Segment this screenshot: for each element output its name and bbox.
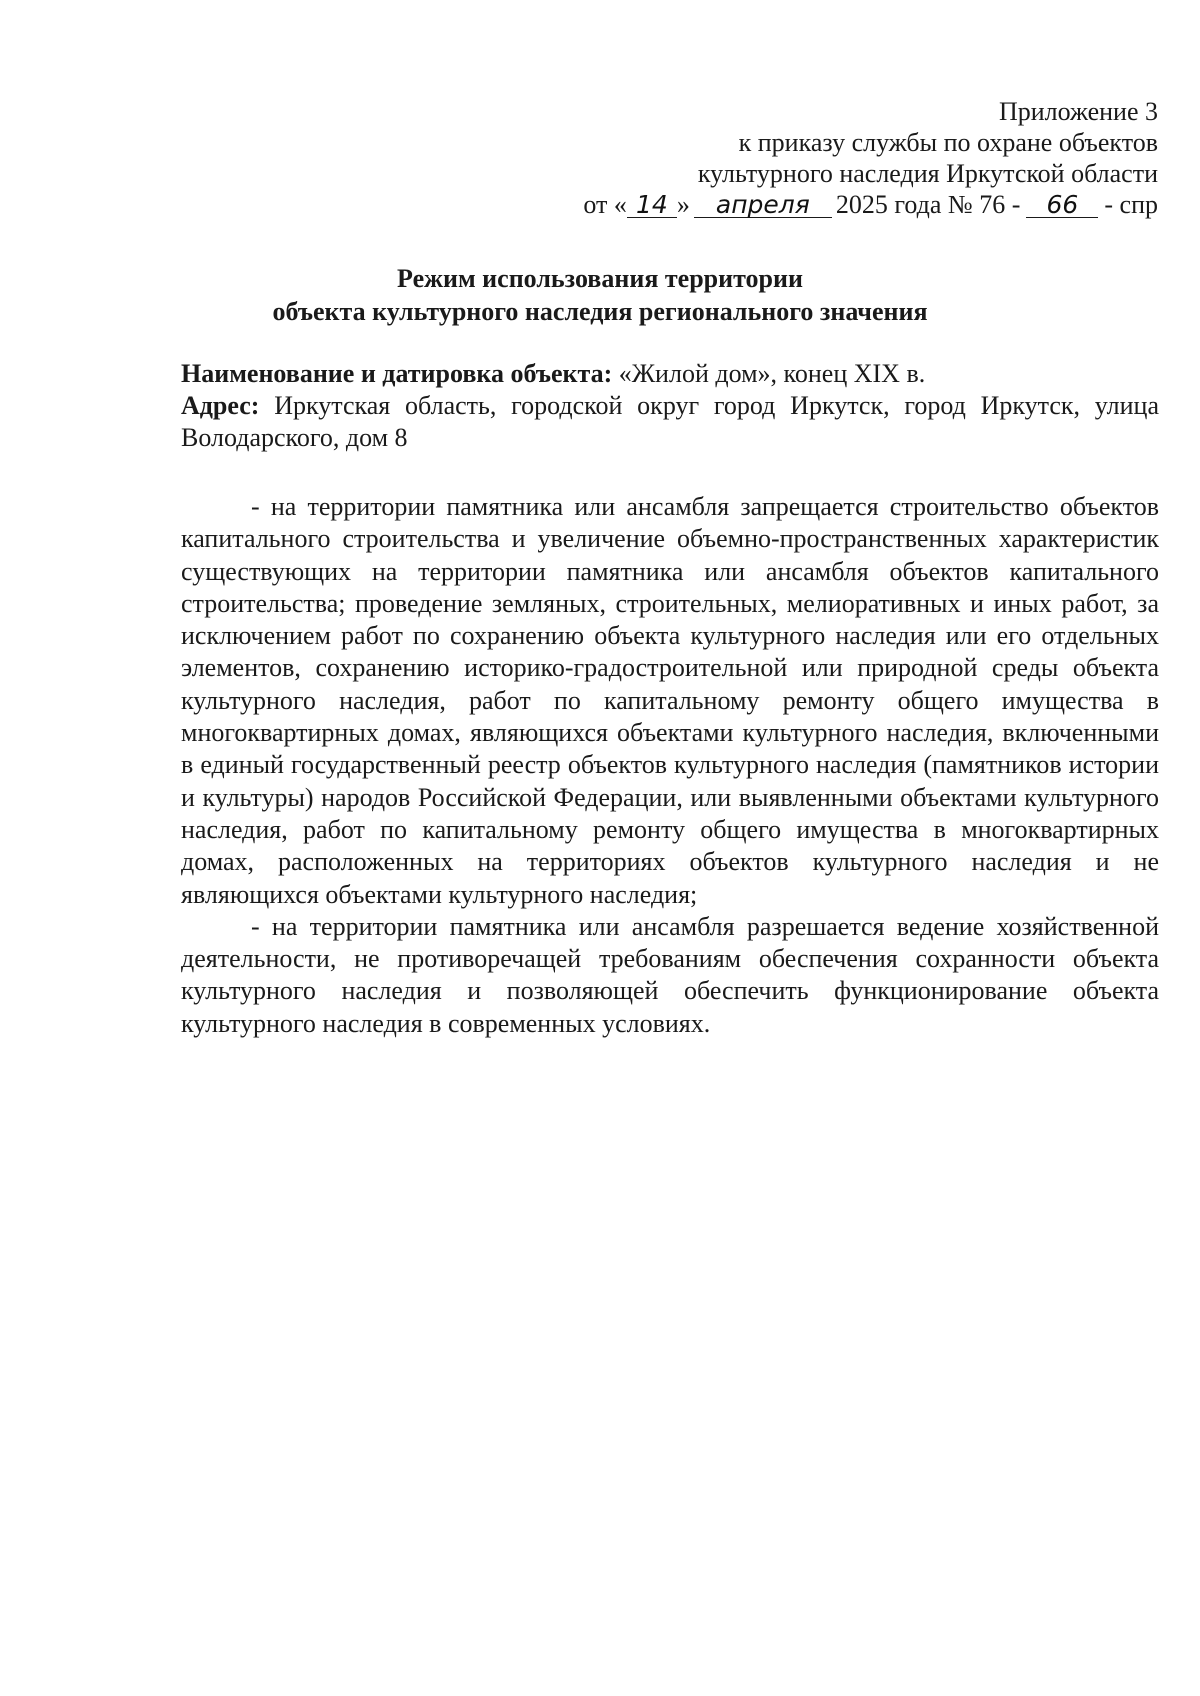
date-close-quote: » [676,190,690,219]
appendix-date-line [458,189,1158,220]
title-line-2: объекта культурного наследия регионального значения [272,297,928,326]
year-and-order-prefix: 2025 года № 76 - [835,190,1021,219]
appendix-number: Приложение 3 [998,97,1158,126]
appendix-header [458,96,1158,220]
date-prefix: от « [583,190,627,219]
object-address-value: Иркутская область, городской округ город Иркутск, город Иркутск, улица Володарского, дом 8 [181,391,1159,452]
permission-paragraph: - на территории памятника или ансамбля разрешается ведение хозяйственной деятельности, не противоречащей требованиям обеспечения сохранности объекта культурного наследия и позволяющей обеспечить функционирование объекта культурного наследия в современных условиях. [181,911,1159,1038]
object-name-row [181,358,1159,390]
object-address-label: Адрес: [181,391,260,420]
handwritten-day: 14 [627,193,677,218]
handwritten-order-number: 66 [1026,193,1098,218]
handwritten-month: апреля [694,193,832,218]
order-suffix: - спр [1104,190,1158,219]
object-name-label: Наименование и датировка объекта: [181,359,613,388]
title-line-1: Режим использования территории [397,264,803,293]
document-title [0,262,1200,328]
appendix-agency: культурного наследия Иркутской области [697,159,1158,188]
appendix-order-ref: к приказу службы по охране объектов [738,128,1158,157]
object-address-row [181,390,1159,454]
regime-text [181,491,1159,1040]
object-name-value: «Жилой дом», конец XIX в. [618,359,926,388]
object-info [181,358,1159,454]
restriction-paragraph: - на территории памятника или ансамбля запрещается строительство объектов капитального строительства и увеличение объемно-пространственных характеристик существующих на территории памятника или ансамбля объектов капитального строительства; проведение земляных, строительных, мелиоративных и иных работ, за исключением работ по сохранению объекта культурного наследия или его отдельных элементов, сохранению историко-градостроительной или природной среды объекта культурного наследия, работ по капитальному ремонту общего имущества в многоквартирных домах, являющихся объектами культурного наследия, включенными в единый государственный реестр объектов культурного наследия (памятников истории и культуры) народов Российской Федерации, или выявленными объектами культурного наследия, работ по капитальному ремонту общего имущества в многоквартирных домах, расположенных на территориях объектов культурного наследия и не являющихся объектами культурного наследия; [181,492,1159,909]
